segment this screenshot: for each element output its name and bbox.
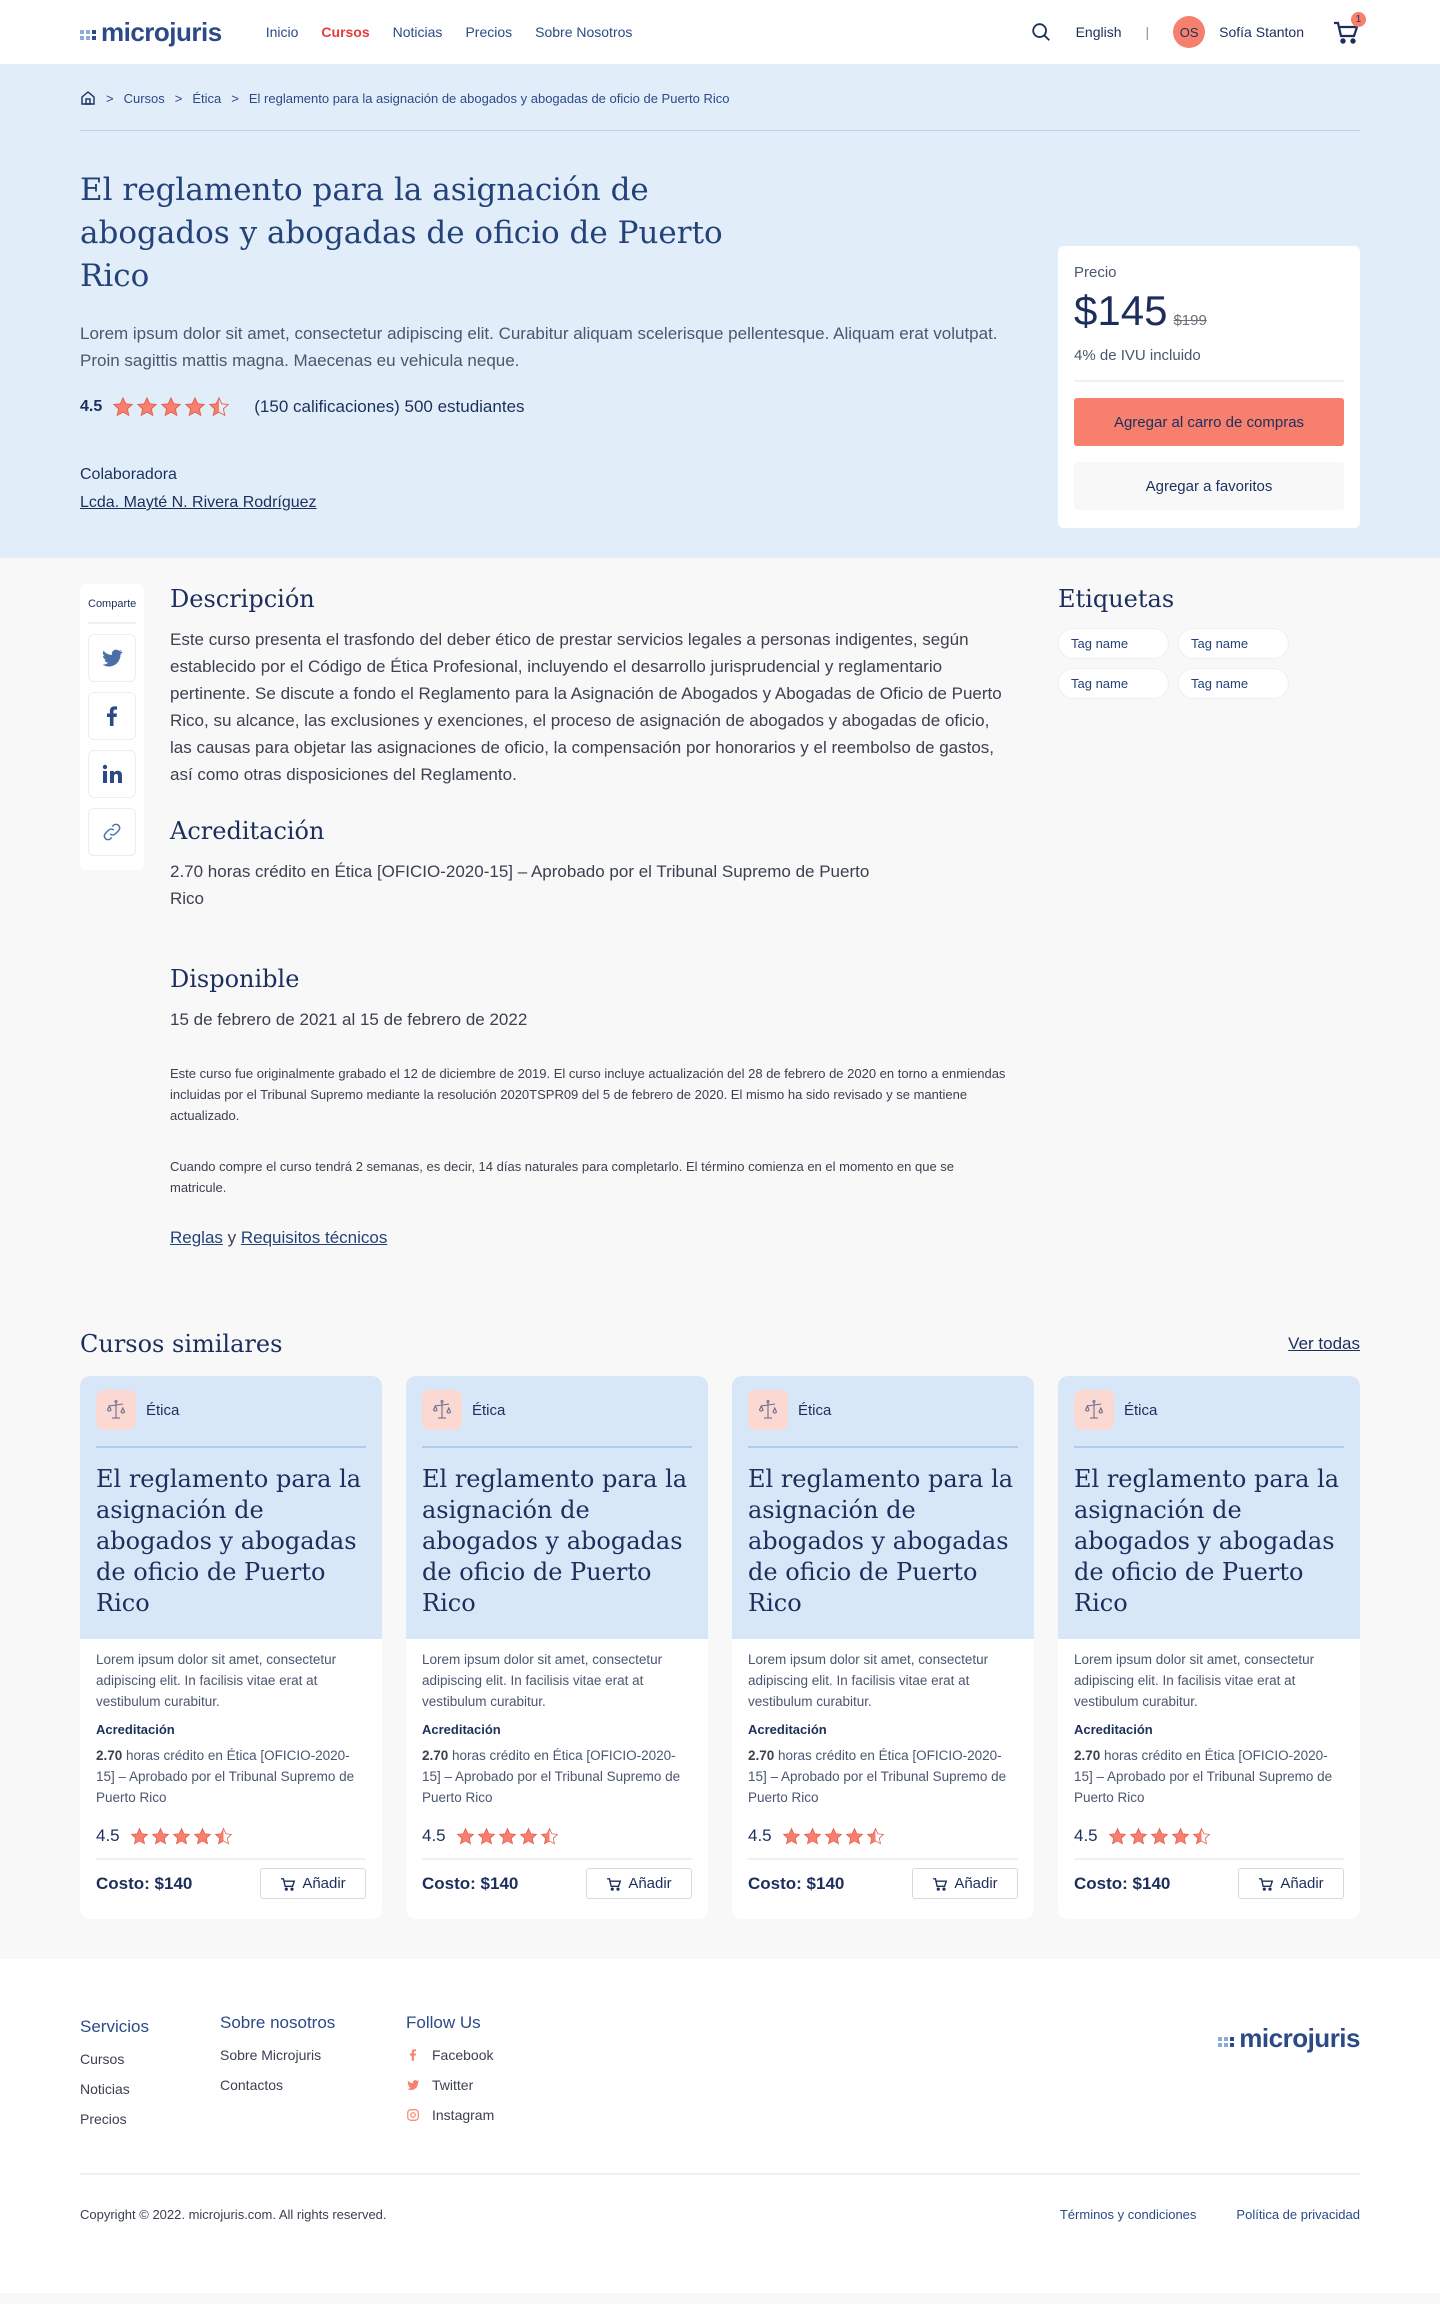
privacy-link[interactable]: Política de privacidad xyxy=(1236,2207,1360,2222)
star-half-icon xyxy=(540,1827,559,1846)
card-cost: Costo: $140 xyxy=(96,1873,193,1893)
tag-chip[interactable]: Tag name xyxy=(1178,668,1289,699)
star-full-icon xyxy=(112,396,134,418)
completion-note: Cuando compre el curso tendrá 2 semanas, es decir, 14 días naturales para completarlo. El término comienza en el momento en que se matricule. xyxy=(170,1159,955,1195)
similar-courses xyxy=(0,1248,1440,1959)
star-half-icon xyxy=(866,1827,885,1846)
star-full-icon xyxy=(845,1827,864,1846)
card-accreditation: 2.70 horas crédito en Ética [OFICIO-2020-15] – Aprobado por el Tribunal Supremo de Puerto Rico xyxy=(1074,1748,1333,1805)
recording-note: Este curso fue originalmente grabado el 12 de diciembre de 2019. El curso incluye actualización del 28 de febrero de 2020 en torno a enmiendas incluidas por el Tribunal Supremo mediante la resolución 2020TSPR09 del 5 de febrero de 2020. El mismo ha sido revisado y se mantiene actualizado. xyxy=(170,1066,1006,1123)
breadcrumb-etica[interactable]: Ética xyxy=(192,90,222,106)
scales-icon xyxy=(96,1390,136,1430)
page-title: El reglamento para la asignación de abogados y abogadas de oficio de Puerto Rico xyxy=(80,172,723,294)
card-accreditation-heading: Acreditación xyxy=(748,1722,827,1737)
add-to-favorites-button[interactable]: Agregar a favoritos xyxy=(1074,462,1344,510)
rating-stars xyxy=(112,396,230,418)
footer-logo[interactable]: microjuris xyxy=(1218,2023,1360,2054)
tag-chip[interactable]: Tag name xyxy=(1058,628,1169,659)
star-half-icon xyxy=(1192,1827,1211,1846)
card-category xyxy=(1074,1390,1344,1448)
course-rating xyxy=(80,396,1040,418)
tag-chip[interactable]: Tag name xyxy=(1058,668,1169,699)
rating-value: 4.5 xyxy=(80,398,103,415)
footer-services-heading: Servicios xyxy=(80,2017,149,2036)
footer-link-precios[interactable]: Precios xyxy=(80,2111,127,2127)
card-header xyxy=(732,1376,1034,1639)
breadcrumb xyxy=(80,90,1360,131)
card-header xyxy=(1058,1376,1360,1639)
course-content xyxy=(170,584,1010,1248)
card-accreditation-heading: Acreditación xyxy=(1074,1722,1153,1737)
top-navbar xyxy=(0,0,1440,64)
nav-noticias[interactable]: Noticias xyxy=(392,24,443,40)
course-hero xyxy=(0,64,1440,558)
course-card[interactable] xyxy=(1058,1376,1360,1919)
card-cost: Costo: $140 xyxy=(748,1873,845,1893)
availability-section xyxy=(170,964,1010,1248)
star-full-icon xyxy=(1129,1827,1148,1846)
card-footer xyxy=(1074,1868,1344,1899)
card-category xyxy=(422,1390,692,1448)
logo-mark-icon xyxy=(1218,2037,1234,2047)
card-rating xyxy=(96,1826,366,1860)
star-full-icon xyxy=(193,1827,212,1846)
breadcrumb-separator: > xyxy=(106,90,114,106)
language-switch[interactable]: English xyxy=(1075,24,1122,40)
card-accreditation: 2.70 horas crédito en Ética [OFICIO-2020-15] – Aprobado por el Tribunal Supremo de Puerto Rico xyxy=(748,1748,1007,1805)
breadcrumb-cursos[interactable]: Cursos xyxy=(123,90,165,106)
facebook-icon xyxy=(100,704,124,728)
footer-facebook-link[interactable]: Facebook xyxy=(406,2047,494,2063)
card-body xyxy=(1058,1639,1360,1919)
cart-icon xyxy=(1258,1876,1274,1892)
star-full-icon xyxy=(824,1827,843,1846)
copyright: Copyright © 2022. microjuris.com. All rights reserved. xyxy=(80,2207,387,2222)
original-price: $199 xyxy=(1173,312,1207,329)
card-body xyxy=(732,1639,1034,1919)
rating-stars xyxy=(130,1827,233,1846)
see-all-link[interactable]: Ver todas xyxy=(1288,1334,1360,1353)
footer-bottom xyxy=(80,2173,1360,2222)
card-footer xyxy=(96,1868,366,1899)
card-description: Lorem ipsum dolor sit amet, consectetur adipiscing elit. In facilisis vitae erat at vestibulum curabitur. xyxy=(422,1652,663,1709)
card-rating-value: 4.5 xyxy=(748,1826,772,1845)
star-full-icon xyxy=(519,1827,538,1846)
course-card[interactable] xyxy=(80,1376,382,1919)
add-course-button[interactable]: Añadir xyxy=(1238,1868,1344,1899)
terms-link[interactable]: Términos y condiciones xyxy=(1059,2207,1197,2222)
cart-count-badge: 1 xyxy=(1351,12,1366,27)
card-description: Lorem ipsum dolor sit amet, consectetur adipiscing elit. In facilisis vitae erat at vestibulum curabitur. xyxy=(748,1652,989,1709)
card-header xyxy=(80,1376,382,1639)
star-full-icon xyxy=(184,396,206,418)
card-category xyxy=(96,1390,366,1448)
card-rating xyxy=(748,1826,1018,1860)
logo[interactable]: microjuris xyxy=(80,17,222,48)
current-price: $145 xyxy=(1074,287,1168,334)
footer-columns xyxy=(80,2013,1360,2127)
linkedin-icon xyxy=(100,762,124,786)
legal-links xyxy=(1060,2207,1360,2222)
tag-chip[interactable]: Tag name xyxy=(1178,628,1289,659)
card-rating-value: 4.5 xyxy=(96,1826,120,1845)
star-full-icon xyxy=(1108,1827,1127,1846)
breadcrumb-current: El reglamento para la asignación de abogados y abogadas de oficio de Puerto Rico xyxy=(248,90,730,106)
card-description: Lorem ipsum dolor sit amet, consectetur adipiscing elit. In facilisis vitae erat at vestibulum curabitur. xyxy=(96,1652,337,1709)
price-row xyxy=(1074,287,1344,335)
tag-list xyxy=(1058,628,1360,699)
price-card xyxy=(1058,246,1360,528)
price-label: Precio xyxy=(1074,264,1117,281)
logo-mark-icon xyxy=(80,30,96,40)
description-body: Este curso presenta el trasfondo del deber ético de prestar servicios legales a personas indigentes, según establecido por el Código de Ética Profesional, incluyendo el desarrollo jurisprudencial y reglamentario pertinente. Se discute a fondo el Reglamento para la Asignación de Abogados y Abogadas de Oficio de Puerto Rico, su alcance, las exclusiones y exenciones, el proceso de asignación de abogados y abogadas de oficio, las causas para objetar las asignaciones de oficio, la compensación por honorarios y el reembolso de gastos, así como otras disposiciones del Reglamento. xyxy=(170,630,1002,784)
card-title[interactable]: El reglamento para la asignación de abogados y abogadas de oficio de Puerto Rico xyxy=(96,1465,362,1617)
footer-link-noticias[interactable]: Noticias xyxy=(80,2081,130,2097)
similar-header xyxy=(80,1330,1360,1358)
footer-services xyxy=(80,2017,220,2127)
facebook-icon xyxy=(406,2048,420,2062)
footer-about-heading: Sobre nosotros xyxy=(220,2013,336,2032)
scales-icon xyxy=(1074,1390,1114,1430)
rating-stars xyxy=(456,1827,559,1846)
card-accreditation-heading: Acreditación xyxy=(96,1722,175,1737)
twitter-icon xyxy=(406,2078,420,2092)
avatar[interactable]: OS xyxy=(1173,16,1205,48)
rating-meta: (150 calificaciones) 500 estudiantes xyxy=(254,397,525,416)
card-cost: Costo: $140 xyxy=(422,1873,519,1893)
search-icon[interactable] xyxy=(1030,21,1052,43)
card-category-label: Ética xyxy=(1124,1401,1158,1419)
cart-icon xyxy=(932,1876,948,1892)
course-card[interactable] xyxy=(732,1376,1034,1919)
star-half-icon xyxy=(208,396,230,418)
card-header xyxy=(406,1376,708,1639)
card-accreditation-heading: Acreditación xyxy=(422,1722,501,1737)
star-full-icon xyxy=(456,1827,475,1846)
footer-instagram-link[interactable]: Instagram xyxy=(406,2107,494,2123)
tags-heading: Etiquetas xyxy=(1058,585,1175,613)
course-summary xyxy=(80,169,1040,512)
accreditation-section xyxy=(170,816,1010,912)
cart-icon xyxy=(606,1876,622,1892)
card-category-label: Ética xyxy=(798,1401,832,1419)
card-accreditation: 2.70 horas crédito en Ética [OFICIO-2020-15] – Aprobado por el Tribunal Supremo de Puerto Rico xyxy=(96,1748,355,1805)
card-rating-value: 4.5 xyxy=(422,1826,446,1845)
star-full-icon xyxy=(160,396,182,418)
tax-note: 4% de IVU incluido xyxy=(1074,347,1344,382)
star-full-icon xyxy=(172,1827,191,1846)
nav-precios[interactable]: Precios xyxy=(465,24,513,40)
card-accreditation: 2.70 horas crédito en Ética [OFICIO-2020-15] – Aprobado por el Tribunal Supremo de Puerto Rico xyxy=(422,1748,681,1805)
availability-heading: Disponible xyxy=(170,965,300,993)
rating-stars xyxy=(782,1827,885,1846)
star-full-icon xyxy=(1150,1827,1169,1846)
instagram-icon xyxy=(406,2108,420,2122)
footer-link-cursos[interactable]: Cursos xyxy=(80,2051,125,2067)
share-twitter-button[interactable] xyxy=(88,634,136,682)
add-course-button[interactable]: Añadir xyxy=(912,1868,1018,1899)
footer-link-sobre-microjuris[interactable]: Sobre Microjuris xyxy=(220,2047,322,2063)
nav-sobre-nosotros[interactable]: Sobre Nosotros xyxy=(535,24,633,40)
footer-about xyxy=(220,2013,406,2127)
card-footer xyxy=(748,1868,1018,1899)
course-card[interactable] xyxy=(406,1376,708,1919)
card-category-label: Ética xyxy=(146,1401,180,1419)
footer-twitter-link[interactable]: Twitter xyxy=(406,2077,494,2093)
policy-links xyxy=(170,1228,1010,1248)
nav-inicio[interactable]: Inicio xyxy=(265,24,299,40)
star-full-icon xyxy=(151,1827,170,1846)
copy-link-button[interactable] xyxy=(88,808,136,856)
star-full-icon xyxy=(498,1827,517,1846)
twitter-icon xyxy=(100,646,124,670)
star-full-icon xyxy=(477,1827,496,1846)
accreditation-heading: Acreditación xyxy=(170,817,325,845)
card-rating xyxy=(1074,1826,1344,1860)
rating-stars xyxy=(1108,1827,1211,1846)
card-footer xyxy=(422,1868,692,1899)
card-body xyxy=(80,1639,382,1919)
breadcrumb-separator: > xyxy=(174,90,183,106)
technical-requirements-link[interactable]: Requisitos técnicos xyxy=(240,1228,388,1247)
footer-follow-heading: Follow Us xyxy=(406,2013,481,2032)
nav-cursos[interactable]: Cursos xyxy=(321,24,370,40)
star-full-icon xyxy=(130,1827,149,1846)
header-actions xyxy=(1030,16,1360,48)
share-label: Comparte xyxy=(88,598,136,624)
card-category-label: Ética xyxy=(472,1401,506,1419)
link-icon xyxy=(101,821,123,843)
links-joiner: y xyxy=(222,1228,241,1247)
course-details xyxy=(0,558,1440,1248)
card-title[interactable]: El reglamento para la asignación de abogados y abogadas de oficio de Puerto Rico xyxy=(1074,1465,1340,1617)
course-card-list xyxy=(80,1376,1360,1919)
star-full-icon xyxy=(803,1827,822,1846)
star-full-icon xyxy=(1171,1827,1190,1846)
course-lead: Lorem ipsum dolor sit amet, consectetur adipiscing elit. Curabitur aliquam scelerisque pellentesque. Aliquam erat volutpat. Proin sagittis mattis magna. Maecenas eu vehicula neque. xyxy=(80,324,998,370)
cart-button[interactable] xyxy=(1332,14,1362,46)
add-to-cart-button[interactable]: Agregar al carro de compras xyxy=(1074,398,1344,446)
card-rating-value: 4.5 xyxy=(1074,1826,1098,1845)
scales-icon xyxy=(748,1390,788,1430)
star-full-icon xyxy=(782,1827,801,1846)
card-category xyxy=(748,1390,1018,1448)
share-panel xyxy=(80,584,144,870)
collaborator-label: Colaboradora xyxy=(80,466,177,483)
card-title[interactable]: El reglamento para la asignación de abogados y abogadas de oficio de Puerto Rico xyxy=(422,1465,688,1617)
rules-link[interactable]: Reglas xyxy=(170,1228,223,1247)
site-footer xyxy=(0,1959,1440,2293)
card-rating xyxy=(422,1826,692,1860)
availability-dates: 15 de febrero de 2021 al 15 de febrero de 2022 xyxy=(170,1010,528,1029)
divider: | xyxy=(1145,24,1150,40)
user-name[interactable]: Sofía Stanton xyxy=(1219,24,1304,40)
home-icon[interactable] xyxy=(80,90,96,106)
card-title[interactable]: El reglamento para la asignación de abogados y abogadas de oficio de Puerto Rico xyxy=(748,1465,1014,1617)
main-nav xyxy=(266,24,633,40)
card-description: Lorem ipsum dolor sit amet, consectetur adipiscing elit. In facilisis vitae erat at vestibulum curabitur. xyxy=(1074,1652,1315,1709)
breadcrumb-separator: > xyxy=(231,90,239,106)
footer-social xyxy=(406,2013,494,2127)
share-facebook-button[interactable] xyxy=(88,692,136,740)
footer-link-contactos[interactable]: Contactos xyxy=(220,2077,284,2093)
scales-icon xyxy=(422,1390,462,1430)
add-course-button[interactable]: Añadir xyxy=(586,1868,692,1899)
similar-heading: Cursos similares xyxy=(80,1330,283,1358)
description-heading: Descripción xyxy=(170,585,315,613)
star-full-icon xyxy=(136,396,158,418)
share-linkedin-button[interactable] xyxy=(88,750,136,798)
star-half-icon xyxy=(214,1827,233,1846)
collaborator-link[interactable]: Lcda. Mayté N. Rivera Rodríguez xyxy=(80,494,317,511)
card-cost: Costo: $140 xyxy=(1074,1873,1171,1893)
cart-icon xyxy=(280,1876,296,1892)
card-body xyxy=(406,1639,708,1919)
add-course-button[interactable]: Añadir xyxy=(260,1868,366,1899)
accreditation-body: 2.70 horas crédito en Ética [OFICIO-2020-15] – Aprobado por el Tribunal Supremo de Puerto Rico xyxy=(170,862,870,908)
tags-panel xyxy=(1058,584,1360,699)
